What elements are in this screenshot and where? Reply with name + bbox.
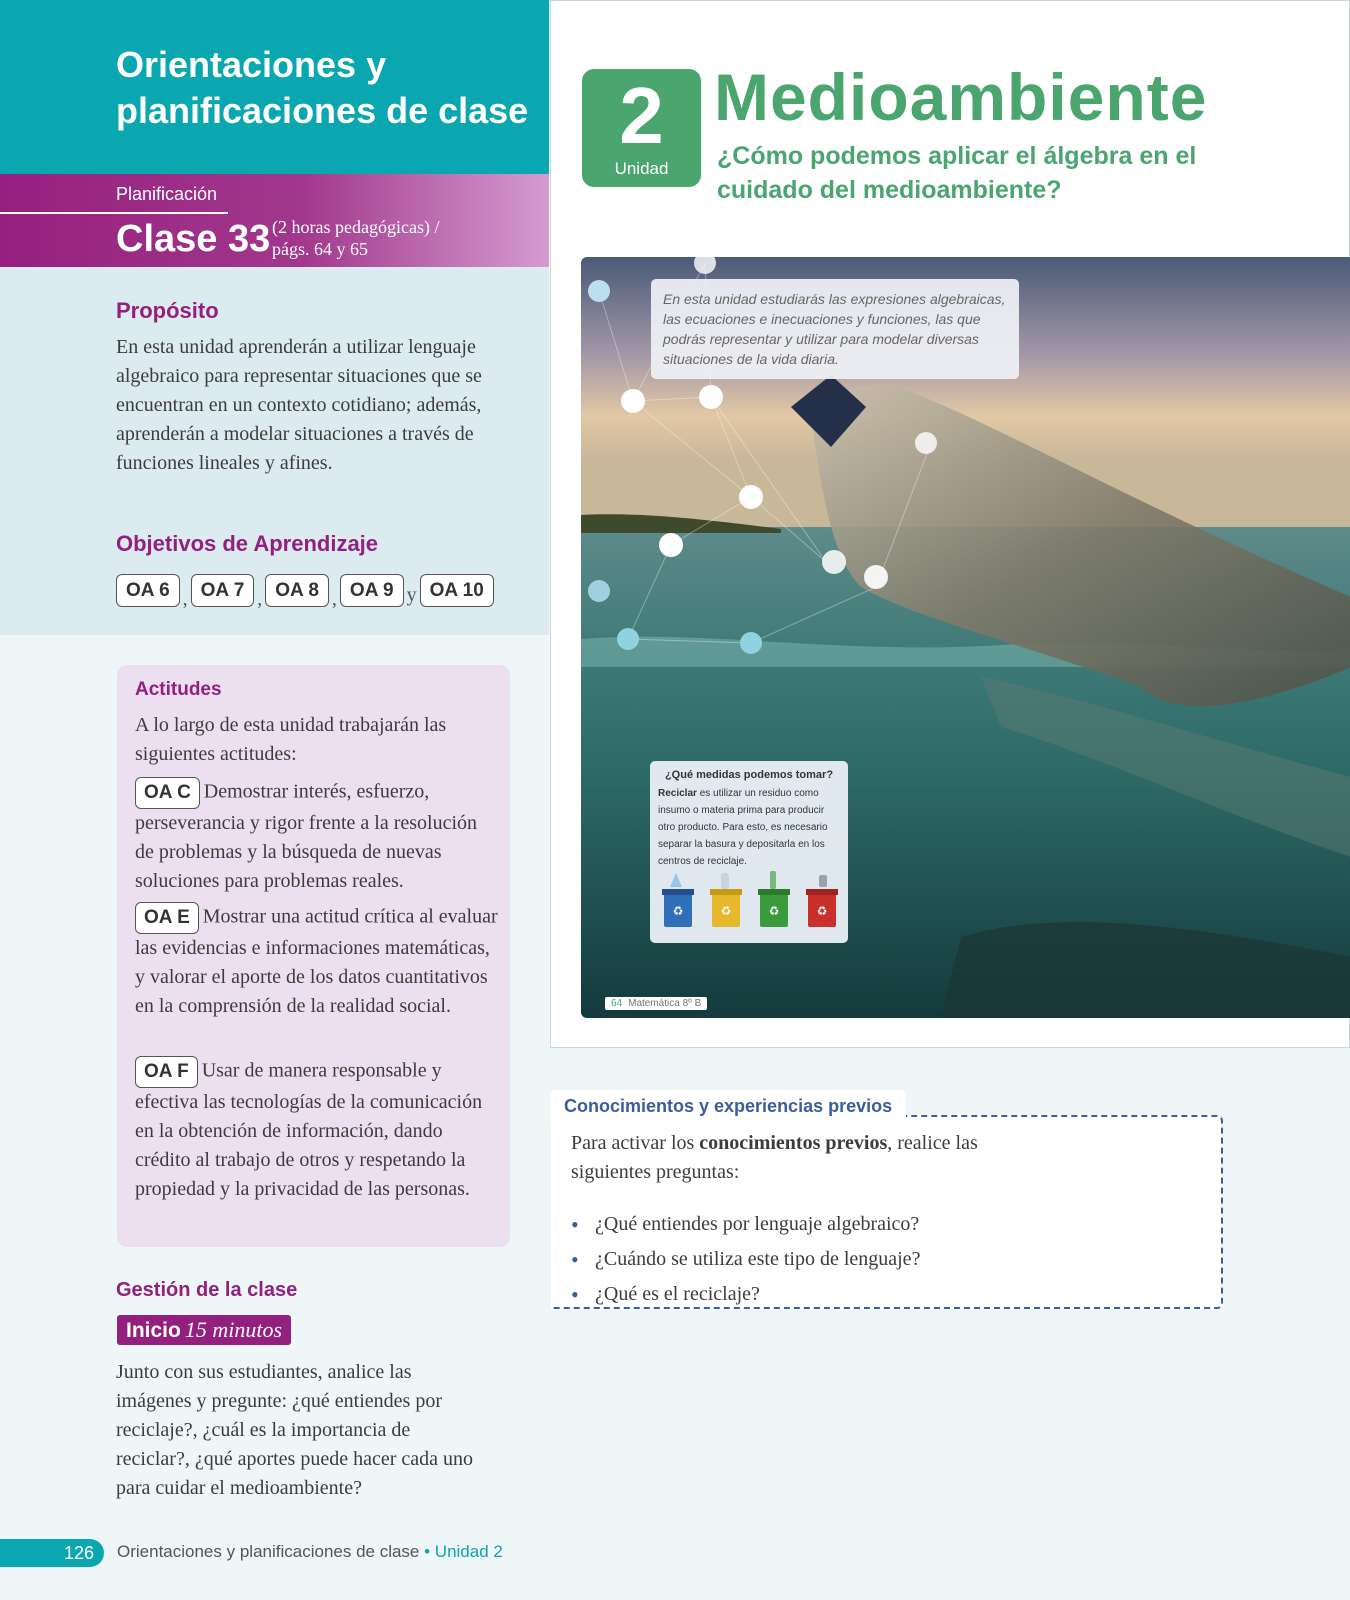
yellow-bin-icon [708,871,744,931]
actitud-item [135,902,500,1021]
conocimientos-questions [571,1207,920,1312]
question-item: • ¿Qué es el reciclaje? [571,1277,920,1312]
oa-badge: OA 7 [191,574,255,607]
oa-badge: OA F [135,1056,198,1088]
medidas-body: es utilizar un residuo como insumo o materia prima para producir otro producto. Para esto, es necesario separar la basura y depositarla en los centros de reciclaje. [658,788,828,867]
page-number: 126 [0,1539,104,1567]
section-header [0,0,549,174]
oa-badge: OA C [135,777,200,809]
footer-text [117,1542,503,1562]
medidas-bold: Reciclar [658,788,697,799]
unit-number: 2 [619,71,664,160]
book-page-tag [605,997,707,1010]
svg-text:♻: ♻ [768,904,780,918]
inicio-badge [117,1315,291,1345]
section-title: Orientaciones y planificaciones de clase [116,44,529,131]
unit-label: Unidad [614,159,669,178]
clase-number: Clase 33 [116,218,271,260]
student-book-page [550,0,1350,1048]
book-page-label: Matemática 8º B [628,998,702,1009]
proposito-text: En esta unidad aprenderán a utilizar lenguaje algebraico para representar situaciones que se encuentran en un contexto cotidiano; además, aprenderán a modelar situaciones a través de funciones lineales y afines. [116,336,482,474]
red-bin-icon [804,871,840,931]
unit-question: ¿Cómo podemos aplicar el álgebra en el cuidado del medioambiente? [717,142,1197,204]
clase-horas [272,216,439,260]
svg-text:♻: ♻ [672,904,684,918]
medidas-card [650,761,848,943]
footer-section: Orientaciones y planificaciones de clase [117,1542,420,1561]
svg-text:♻: ♻ [720,904,732,918]
horas-text: (2 horas pedagógicas) / [272,217,440,237]
actitudes-box [117,665,510,1247]
oa-badge: OA 9 [340,574,404,607]
svg-text:♻: ♻ [816,904,828,918]
conocimientos-tab: Conocimientos y experiencias previos [550,1090,906,1122]
footer-bullet: • [419,1542,435,1561]
recycling-bins [660,871,840,931]
blue-bin-icon [660,871,696,931]
inicio-label: Inicio [126,1319,181,1342]
actitud-item [135,1056,500,1204]
oa-badge: OA 6 [116,574,180,607]
conocimientos-box [551,1115,1223,1309]
actitud-text: Usar de manera responsable y efectiva las tecnologías de la comunicación en la obtención de información, dando crédito al trabajo de otros y respetando la propiedad y la privacidad de las personas. [135,1059,483,1200]
gestion-text: Junto con sus estudiantes, analice las imágenes y pregunte: ¿qué entiendes por reciclaje?, ¿cuál es la importancia de reciclar?, ¿qué aportes puede hacer cada uno para cuidar el medioambiente? [116,1361,474,1499]
actitud-text: Mostrar una actitud crítica al evaluar las evidencias e informaciones matemáticas, y valorar el aporte de los datos cuantitativos en la comprensión de la realidad social. [135,905,498,1017]
oa-badge: OA E [135,902,199,934]
unit-badge [582,69,701,187]
actitudes-intro: A lo largo de esta unidad trabajarán las siguientes actitudes: [135,714,447,765]
divider [0,212,228,214]
planificacion-label: Planificación [116,184,218,204]
question-item: • ¿Cuándo se utiliza este tipo de lenguaje? [571,1242,920,1277]
separator: , [331,588,337,610]
medidas-title: ¿Qué medidas podemos tomar? [664,769,834,781]
oa-badge: OA 10 [420,574,494,607]
separator: , [182,588,188,610]
ocean-bottle-photo [581,257,1350,1018]
paginas-text: págs. 64 y 65 [272,239,368,259]
medidas-text [658,785,840,870]
gestion-heading: Gestión de la clase [116,1279,298,1301]
objetivos-list [116,574,494,611]
intro-post: , realice las siguientes preguntas: [571,1132,978,1183]
actitud-text: Demostrar interés, esfuerzo, perseverancia y rigor frente a la resolución de problemas y la búsqueda de nuevas soluciones para problemas reales. [135,780,478,892]
conocimientos-intro [571,1129,1011,1187]
info-card: En esta unidad estudiarás las expresiones algebraicas, las ecuaciones e inecuaciones y funciones, las que podrás representar y utilizar para modelar diversas situaciones de la vida diaria. [651,279,1019,379]
question-item: • ¿Qué entiendes por lenguaje algebraico? [571,1207,920,1242]
intro-pre: Para activar los [571,1132,700,1154]
separator: , [257,588,263,610]
unit-title: Medioambiente [714,60,1208,134]
separator: y [406,584,417,606]
actitud-item [135,777,500,896]
proposito-heading: Propósito [116,298,219,323]
objetivos-heading: Objetivos de Aprendizaje [116,531,379,556]
book-page-number: 64 [611,998,623,1009]
actitudes-heading: Actitudes [135,679,222,700]
footer-unit: Unidad 2 [434,1542,503,1561]
planificacion-band [0,174,549,267]
oa-badge: OA 8 [265,574,329,607]
intro-bold: conocimientos previos [699,1132,888,1154]
green-bin-icon [756,871,792,931]
inicio-time: 15 minutos [184,1317,283,1342]
